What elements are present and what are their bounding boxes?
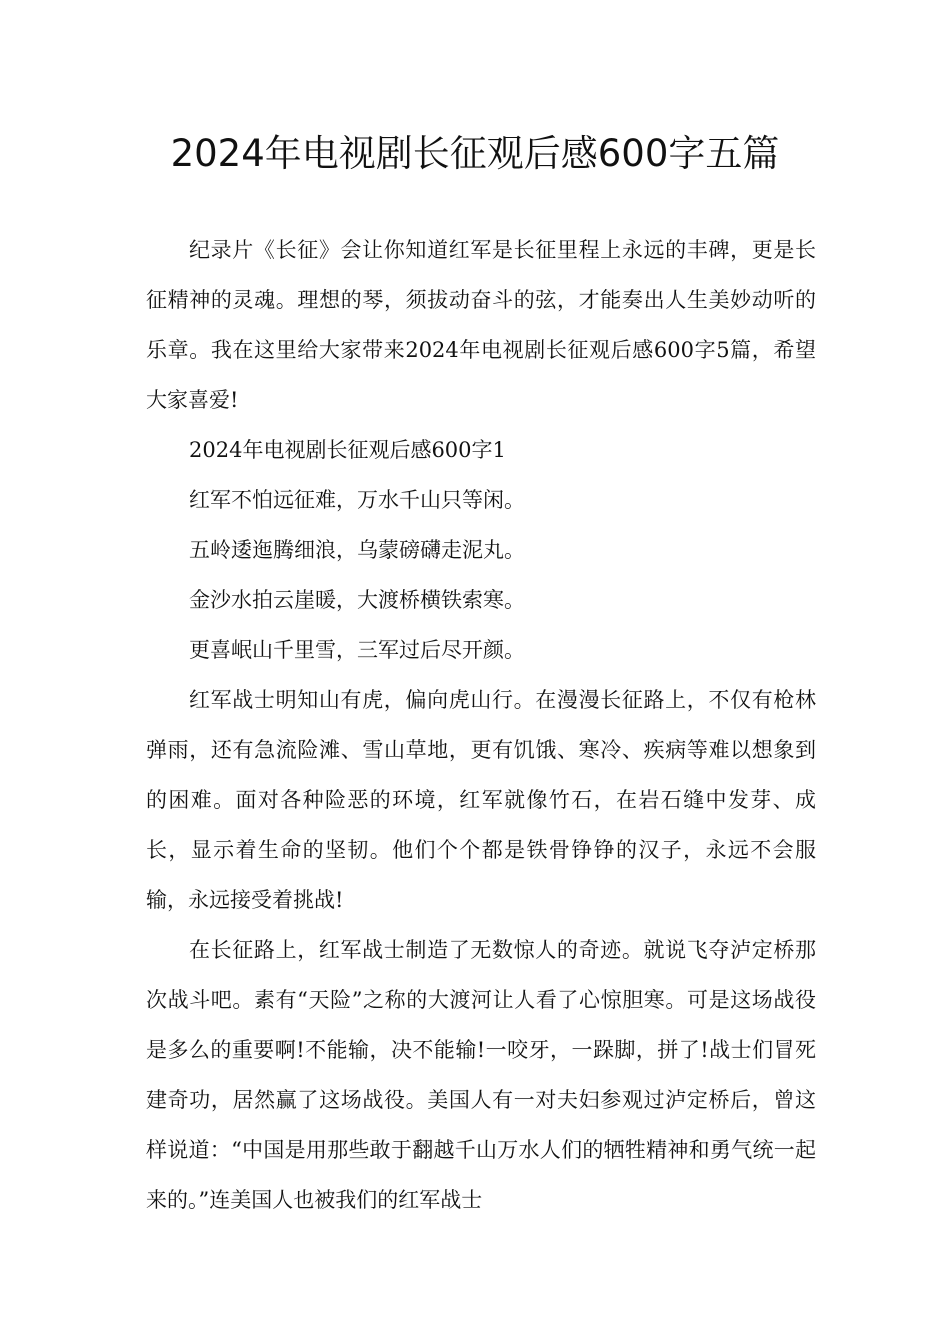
intro-paragraph: 纪录片《长征》会让你知道红军是长征里程上永远的丰碑，更是长征精神的灵魂。理想的琴，须拔动奋斗的弦，才能奏出人生美妙动听的乐章。我在这里给大家带来2024年电视剧长征观后感600字5篇，希望大家喜爱!	[146, 238, 816, 412]
essay-heading: 2024年电视剧长征观后感600字1	[189, 438, 506, 462]
body-paragraph: 红军战士明知山有虎，偏向虎山行。在漫漫长征路上，不仅有枪林弹雨，还有急流险滩、雪山草地，更有饥饿、寒冷、疾病等难以想象到的困难。面对各种险恶的环境，红军就像竹石，在岩石缝中发芽、成长，显示着生命的坚韧。他们个个都是铁骨铮铮的汉子，永远不会服输，永远接受着挑战!	[146, 688, 816, 912]
poem-line: 五岭逶迤腾细浪，乌蒙磅礴走泥丸。	[189, 538, 525, 562]
poem-line: 金沙水拍云崖暖，大渡桥横铁索寒。	[189, 588, 525, 612]
poem-line: 红军不怕远征难，万水千山只等闲。	[189, 488, 525, 512]
body-paragraph: 在长征路上，红军战士制造了无数惊人的奇迹。就说飞夺泸定桥那次战斗吧。素有“天险”之称的大渡河让人看了心惊胆寒。可是这场战役是多么的重要啊!不能输，决不能输!一咬牙，一跺脚，拼了!战士们冒死建奇功，居然赢了这场战役。美国人有一对夫妇参观过泸定桥后，曾这样说道：“中国是用那些敢于翻越千山万水人们的牺牲精神和勇气统一起来的。”连美国人也被我们的红军战士	[146, 938, 816, 1212]
poem-line: 更喜岷山千里雪，三军过后尽开颜。	[189, 638, 525, 662]
document-title: 2024年电视剧长征观后感600字五篇	[170, 132, 780, 175]
document-body	[146, 225, 816, 1225]
